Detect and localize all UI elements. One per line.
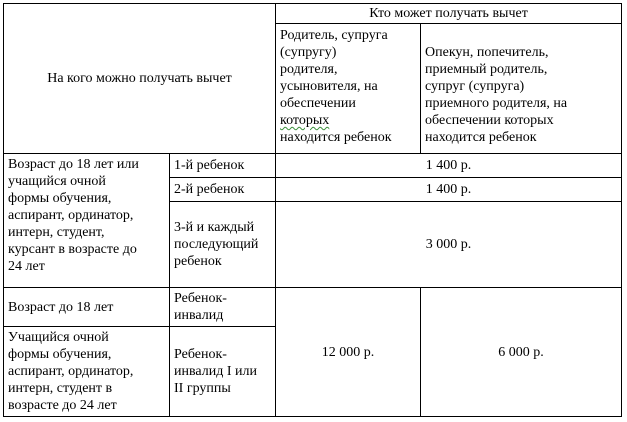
table-row: [4, 154, 622, 178]
header-who-for: На кого можно получать вычет: [4, 4, 276, 154]
age-group-1: Возраст до 18 лет или учащийся очной формы обучения, аспирант, ординатор, интерн, студент, курсант в возрасте до 24 лет: [4, 154, 170, 288]
disabled-child-label: Ребенок- инвалид: [170, 288, 276, 327]
age-group-2: Возраст до 18 лет: [4, 288, 170, 327]
child-3-amount: 3 000 р.: [276, 202, 622, 288]
deduction-table: [3, 3, 622, 417]
header-parent: Родитель, супруга (супругу) родителя, усыновителя, на обеспечении которых находится ребенок: [276, 24, 421, 154]
child-2-label: 2-й ребенок: [170, 178, 276, 202]
child-2-amount: 1 400 р.: [276, 178, 622, 202]
header-who-can: Кто может получать вычет: [276, 4, 622, 24]
header-guardian: Опекун, попечитель, приемный родитель, супруг (супруга) приемного родителя, на обеспечении которых находится ребенок: [421, 24, 622, 154]
table-row: [4, 4, 622, 24]
parent-disabled-amount: 12 000 р.: [276, 288, 421, 417]
child-1-label: 1-й ребенок: [170, 154, 276, 178]
disabled-child-group-label: Ребенок- инвалид I или II группы: [170, 327, 276, 417]
child-1-amount: 1 400 р.: [276, 154, 622, 178]
table-row: [4, 288, 622, 327]
age-group-3: Учащийся очной формы обучения, аспирант, ординатор, интерн, студент в возрасте до 24 лет: [4, 327, 170, 417]
child-3-label: 3-й и каждый последующий ребенок: [170, 202, 276, 288]
guardian-disabled-amount: 6 000 р.: [421, 288, 622, 417]
